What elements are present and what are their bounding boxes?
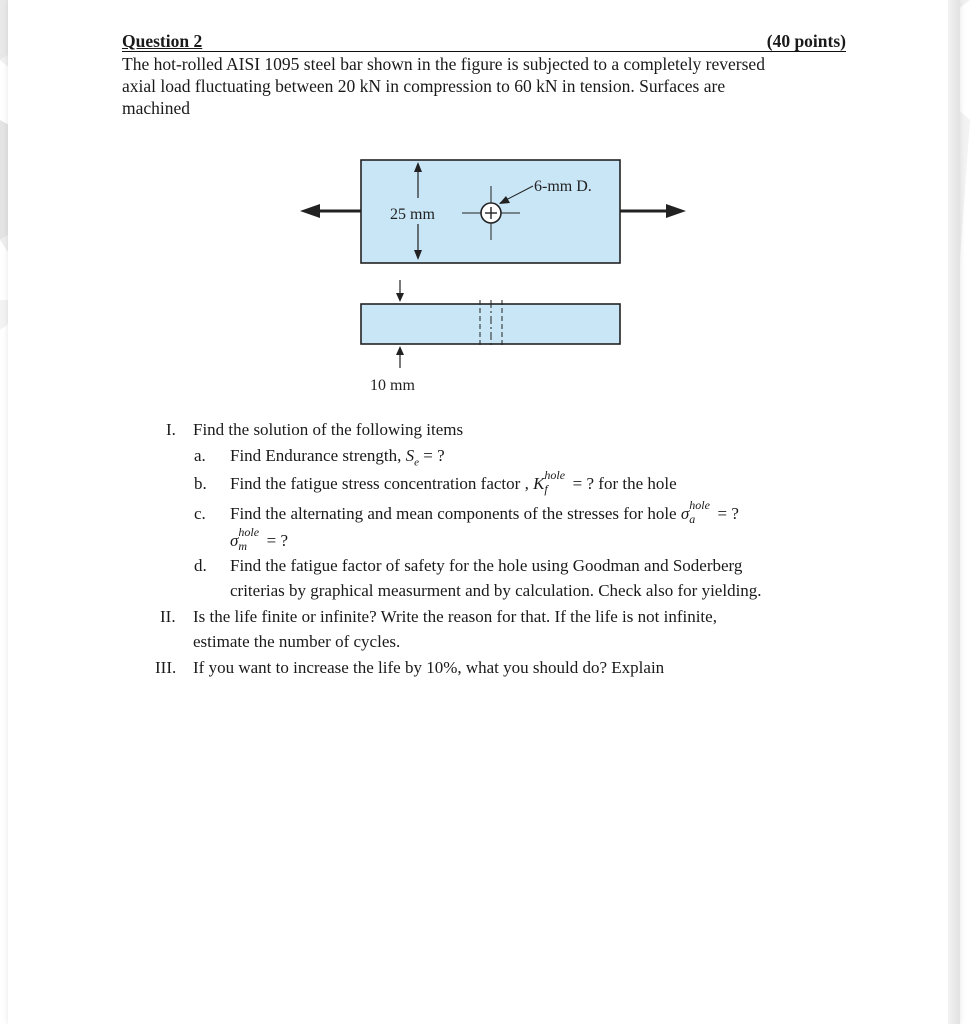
item-d-letter: d. bbox=[194, 556, 207, 575]
item-I-text: Find the solution of the following items bbox=[193, 420, 464, 439]
intro-line-2: axial load fluctuating between 20 kN in compression to 60 kN in tension. Surfaces are bbox=[122, 76, 726, 96]
item-d-line2: criterias by graphical measurment and by calculation. Check also for yielding. bbox=[230, 581, 762, 600]
intro-line-1: The hot-rolled AISI 1095 steel bar shown in the figure is subjected to a completely reversed bbox=[122, 54, 765, 74]
item-a-letter: a. bbox=[194, 446, 206, 465]
item-II-numeral: II. bbox=[160, 607, 176, 626]
question-title: Question 2 bbox=[122, 31, 203, 51]
item-a-text: Find Endurance strength, $S_e$ = ? bbox=[230, 446, 445, 469]
item-c-mean: σ hole m = ? bbox=[230, 525, 289, 553]
item-c-letter: c. bbox=[194, 504, 206, 523]
question-points: (40 points) bbox=[766, 31, 846, 51]
hole-label: 6-mm D. bbox=[534, 178, 592, 195]
item-II-line1: Is the life finite or infinite? Write the reason for that. If the life is not infinite, bbox=[193, 607, 717, 626]
item-III-numeral: III. bbox=[155, 658, 177, 677]
width-label: 25 mm bbox=[390, 206, 435, 223]
item-d-line1: Find the fatigue factor of safety for the hole using Goodman and Soderberg bbox=[230, 556, 743, 575]
item-III-text: If you want to increase the life by 10%, what you should do? Explain bbox=[193, 658, 665, 677]
item-I bbox=[166, 419, 176, 441]
intro-line-3: machined bbox=[122, 98, 191, 118]
item-b-text: Find the fatigue stress concentration factor , K hole f = ? for the hole bbox=[230, 468, 677, 496]
item-II-line2: estimate the number of cycles. bbox=[193, 632, 401, 651]
item-b-letter: b. bbox=[194, 474, 207, 493]
item-c-text: Find the alternating and mean components of the stresses for hole σ hole a = ? bbox=[230, 498, 739, 526]
thickness-label: 10 mm bbox=[370, 377, 415, 394]
item-I-numeral: I. bbox=[166, 420, 176, 439]
